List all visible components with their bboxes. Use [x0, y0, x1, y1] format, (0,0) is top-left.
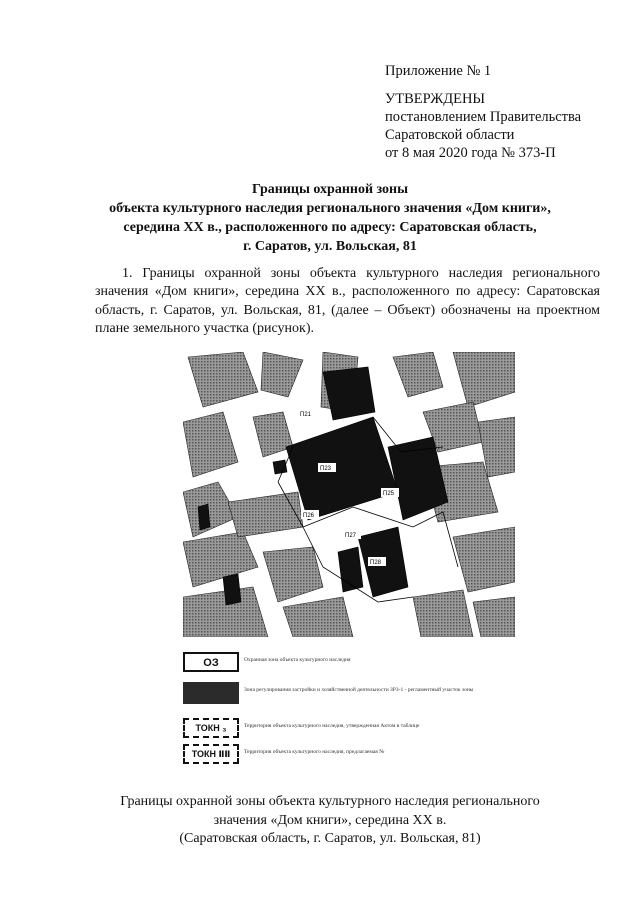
document-title — [80, 180, 580, 256]
approved-date-line: от 8 мая 2020 года № 373-П — [385, 145, 556, 161]
caption-line-1: Границы охранной зоны объекта культурного наследия регионального — [120, 794, 540, 809]
map-label: П28 — [370, 560, 381, 566]
title-line-3: середина XX в., расположенного по адресу: Саратовская область, — [123, 220, 537, 235]
legend-symbol-dark-fill — [183, 682, 239, 704]
approval-header — [385, 62, 625, 162]
legend-symbol: ОЗ — [183, 652, 239, 672]
map-label: П26 — [303, 513, 314, 519]
caption-line-2: значения «Дом книги», середина XX в. — [213, 812, 447, 828]
title-line-1: Границы охранной зоны — [251, 182, 409, 197]
legend-text: Территория объекта культурного наследия, предлагаемая № — [244, 749, 385, 755]
map-label: П25 — [383, 491, 394, 497]
legend-text: Охранная зона объекта культурного наследия — [244, 657, 351, 663]
legend-text: Территория объекта культурного наследия, утвержденная Актом в таблице — [244, 723, 420, 729]
legend-symbol: ТОКН ₃ — [183, 718, 239, 738]
appendix-number: Приложение № 1 — [385, 63, 492, 79]
map-label: П23 — [320, 466, 331, 472]
map-label: П27 — [345, 533, 356, 539]
legend-item — [178, 682, 508, 706]
figure-caption — [80, 793, 580, 849]
legend-item — [178, 718, 508, 742]
site-plan-map — [183, 352, 515, 637]
legend-text: Зона регулирования застройки и хозяйственной деятельности ЗРЗ-1 - регламентный участок зоны — [244, 687, 474, 693]
legend-item — [178, 744, 508, 768]
caption-line-3: (Саратовская область, г. Саратов, ул. Вольская, 81) — [179, 831, 481, 846]
approved-label: УТВЕРЖДЕНЫ — [385, 91, 486, 107]
title-line-2: объекта культурного наследия регионального значения «Дом книги», — [109, 201, 551, 216]
legend-symbol: ТОКН ⅡⅡ — [183, 744, 239, 764]
title-line-4: г. Саратов, ул. Вольская, 81 — [243, 239, 417, 254]
map-drawing — [183, 352, 515, 637]
approved-region-line: Саратовской области — [385, 127, 515, 143]
map-label: П21 — [300, 412, 311, 418]
body-paragraph: 1. Границы охранной зоны объекта культурного наследия регионального значения «Дом книги», середина XX в., расположенного по адресу: Саратовская область, г. Саратов, ул. Вольская, 81, (далее – Объект) обозначены на проектном плане земельного участка (рисунок). — [95, 266, 600, 337]
approved-by-line: постановлением Правительства — [385, 109, 582, 125]
legend-item — [178, 652, 508, 676]
